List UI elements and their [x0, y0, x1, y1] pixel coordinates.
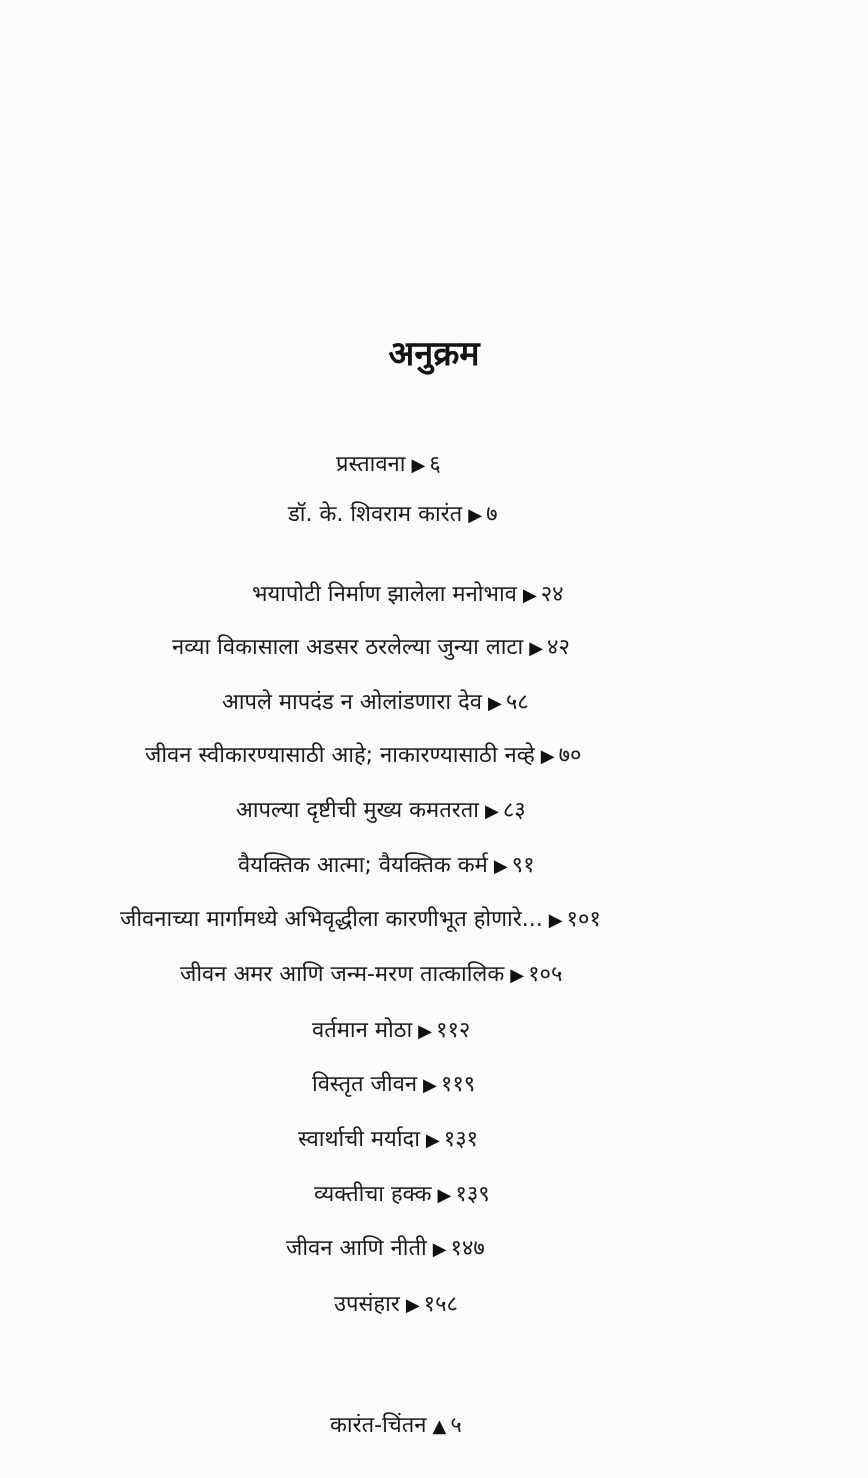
toc-entry-title: जीवन आणि नीती [286, 1236, 427, 1261]
toc-entry-page: ८३ [502, 798, 526, 823]
toc-entry [336, 450, 441, 481]
toc-entry [236, 796, 526, 827]
arrow-icon: ▶ [437, 1185, 452, 1206]
footer-page-number: ५ [450, 1413, 462, 1438]
toc-entry [180, 960, 562, 991]
toc-entry-title: नव्या विकासाला अडसर ठरलेल्या जुन्या लाटा [172, 635, 524, 660]
arrow-icon: ▶ [510, 965, 525, 986]
toc-entry-title: जीवन अमर आणि जन्म-मरण तात्कालिक [180, 962, 505, 987]
arrow-icon: ▶ [522, 585, 537, 606]
toc-entry-page: १४७ [450, 1236, 485, 1261]
toc-entry-title: जीवन स्वीकारण्यासाठी आहे; नाकारण्यासाठी नव्हे [145, 743, 535, 768]
toc-entry [238, 851, 535, 882]
toc-entry-title: स्वार्थाची मर्यादा [298, 1127, 420, 1152]
toc-entry [172, 633, 570, 664]
toc-entry [312, 1016, 470, 1047]
arrow-icon: ▶ [405, 1295, 420, 1316]
toc-entry-title: भयापोटी निर्माण झालेला मनोभाव [252, 582, 517, 607]
toc-entry-title: वर्तमान मोठा [312, 1018, 413, 1043]
toc-entry-page: ४२ [547, 635, 570, 660]
toc-entry-title: विस्तृत जीवन [312, 1072, 418, 1097]
arrow-icon: ▶ [423, 1075, 437, 1096]
toc-entry-page: ७ [486, 502, 498, 527]
toc-entry-page: ७० [558, 743, 582, 768]
toc-entry-page: १३१ [443, 1127, 479, 1152]
toc-entry-page: १५८ [423, 1292, 458, 1317]
toc-entry-page: ११९ [440, 1072, 476, 1097]
page-footer [330, 1410, 462, 1443]
toc-entry-page: ९१ [511, 853, 535, 878]
toc-entry-title: प्रस्तावना [336, 452, 406, 477]
toc-entry [286, 1234, 485, 1265]
toc-entry-page: ५८ [505, 690, 529, 715]
arrow-icon: ▶ [529, 638, 544, 659]
toc-entry-page: १०५ [528, 962, 563, 987]
arrow-icon: ▶ [540, 746, 555, 767]
arrow-icon: ▶ [425, 1130, 440, 1151]
arrow-icon: ▶ [411, 455, 426, 476]
footer-book-title: कारंत-चिंतन [330, 1413, 427, 1438]
toc-entry-title: उपसंहार [334, 1292, 400, 1317]
toc-entry [312, 1070, 475, 1101]
arrow-icon: ▶ [488, 693, 502, 714]
toc-entry-title: जीवनाच्या मार्गामध्ये अभिवृद्धीला कारणीभूत होणारे... [120, 907, 543, 932]
toc-entry [145, 741, 582, 772]
arrow-icon: ▶ [432, 1239, 447, 1260]
toc-entry [252, 580, 564, 611]
toc-entry [288, 500, 498, 531]
page-title: अनुक्रम [388, 334, 480, 374]
toc-entry-title: व्यक्तीचा हक्क [314, 1182, 432, 1207]
toc-entry-page: ६ [429, 452, 441, 477]
toc-entry [314, 1180, 490, 1211]
toc-entry-title: वैयक्तिक आत्मा; वैयक्तिक कर्म [238, 853, 488, 878]
arrow-icon: ▶ [418, 1021, 433, 1042]
arrow-icon: ▶ [468, 505, 483, 526]
toc-entry-page: १३९ [455, 1182, 490, 1207]
toc-entry [222, 688, 529, 719]
toc-entry-page: १०१ [566, 907, 601, 932]
toc-entry-page: ११२ [436, 1018, 471, 1043]
toc-entry-title: आपल्या दृष्टीची मुख्य कमतरता [236, 798, 479, 823]
arrow-icon: ▶ [493, 856, 508, 877]
toc-entry-title: आपले मापदंड न ओलांडणारा देव [222, 690, 482, 715]
up-arrow-icon: ▲ [432, 1416, 447, 1437]
toc-entry-page: २४ [540, 582, 564, 607]
toc-entry [120, 905, 601, 936]
toc-entry-title: डॉ. के. शिवराम कारंत [288, 502, 463, 527]
toc-entry [298, 1125, 478, 1156]
arrow-icon: ▶ [548, 910, 563, 931]
toc-entry [334, 1290, 458, 1321]
arrow-icon: ▶ [484, 801, 499, 822]
